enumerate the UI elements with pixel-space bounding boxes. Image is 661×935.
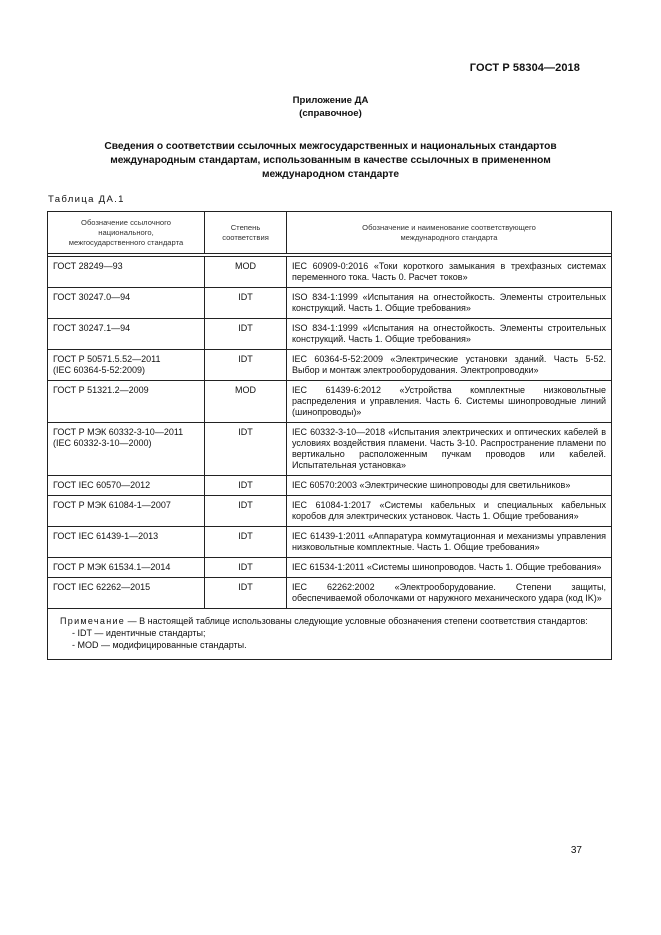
table-note (48, 609, 612, 660)
national-standard-cell: ГОСТ IEC 61439-1—2013 (48, 527, 205, 558)
table-row (48, 257, 612, 288)
table-header-row (48, 212, 612, 254)
note-label: Примечание (60, 616, 126, 626)
national-standard-cell: ГОСТ Р 50571.5.52—2011 (IEC 60364-5-52:2009) (48, 350, 205, 381)
table-caption: Таблица ДА.1 (48, 194, 125, 205)
national-standard-cell: ГОСТ IEC 60570—2012 (48, 476, 205, 496)
national-standard-cell: ГОСТ Р 51321.2—2009 (48, 381, 205, 423)
international-standard-cell: ISO 834-1:1999 «Испытания на огнестойкость. Элементы строительных конструкций. Часть 1. Общие требования» (287, 319, 612, 350)
international-standard-cell: ISO 834-1:1999 «Испытания на огнестойкость. Элементы строительных конструкций. Часть 1. Общие требования» (287, 288, 612, 319)
table-row (48, 527, 612, 558)
national-standard-cell: ГОСТ Р МЭК 61534.1—2014 (48, 558, 205, 578)
international-standard-cell: IEC 62262:2002 «Электрооборудование. Степени защиты, обеспечиваемой оболочками от наружного механического удара (код IK)» (287, 578, 612, 609)
national-standard-cell: ГОСТ IEC 62262—2015 (48, 578, 205, 609)
international-standard-cell: IEC 61439-6:2012 «Устройства комплектные низковольтные распределения и управления. Часть 6. Системы шинопроводные линий (шинопроводы)» (287, 381, 612, 423)
degree-cell: IDT (205, 527, 287, 558)
national-standard-cell: ГОСТ 28249—93 (48, 257, 205, 288)
table-row (48, 423, 612, 476)
title-line: международным стандартам, использованным в качестве ссылочных в примененном (110, 155, 551, 166)
table-row (48, 496, 612, 527)
annex-subtitle: (справочное) (299, 108, 362, 119)
degree-cell: IDT (205, 423, 287, 476)
table-row (48, 381, 612, 423)
note-item: - MOD — модифицированные стандарты. (72, 640, 247, 650)
note-item: - IDT — идентичные стандарты; (72, 628, 206, 638)
correspondence-table (47, 211, 612, 660)
table-row (48, 350, 612, 381)
degree-cell: IDT (205, 350, 287, 381)
international-standard-cell: IEC 61084-1:2017 «Системы кабельных и специальных кабельных коробов для электрических установок. Часть 1. Общие требования» (287, 496, 612, 527)
degree-cell: IDT (205, 319, 287, 350)
header-degree: Степень соответствия (205, 212, 287, 254)
table-note-row (48, 609, 612, 660)
table-row (48, 578, 612, 609)
standard-number: ГОСТ Р 58304—2018 (469, 62, 580, 74)
international-standard-cell: IEC 61439-1:2011 «Аппаратура коммутационная и механизмы управления низковольтные комплектные. Часть 1. Общие требования» (287, 527, 612, 558)
degree-cell: IDT (205, 578, 287, 609)
degree-cell: IDT (205, 496, 287, 527)
annex-title: Приложение ДА (292, 95, 369, 106)
degree-cell: IDT (205, 476, 287, 496)
table-row (48, 288, 612, 319)
international-standard-cell: IEC 60570:2003 «Электрические шинопроводы для светильников» (287, 476, 612, 496)
international-standard-cell: IEC 61534-1:2011 «Системы шинопроводов. Часть 1. Общие требования» (287, 558, 612, 578)
international-standard-cell: IEC 60909-0:2016 «Токи короткого замыкания в трехфазных системах переменного тока. Часть 0. Расчет токов» (287, 257, 612, 288)
degree-cell: IDT (205, 558, 287, 578)
title-line: международном стандарте (261, 169, 400, 180)
table-row (48, 319, 612, 350)
document-title (60, 140, 601, 182)
table-row (48, 558, 612, 578)
national-standard-cell: ГОСТ Р МЭК 61084-1—2007 (48, 496, 205, 527)
table-row (48, 476, 612, 496)
header-national-standard: Обозначение ссылочного национального, межгосударственного стандарта (48, 212, 205, 254)
degree-cell: IDT (205, 288, 287, 319)
page-number: 37 (570, 845, 582, 856)
international-standard-cell: IEC 60332-3-10—2018 «Испытания электрических и оптических кабелей в условиях воздействия пламени. Часть 3-10. Распространение пламени по вертикально расположенным пучкам проводов или кабелей. Испытательная установка» (287, 423, 612, 476)
annex-heading (0, 94, 661, 120)
note-text: — В настоящей таблице использованы следующие условные обозначения степени соответствия стандартов: (125, 616, 588, 626)
national-standard-cell: ГОСТ Р МЭК 60332-3-10—2011 (IEC 60332-3-10—2000) (48, 423, 205, 476)
title-line: Сведения о соответствии ссылочных межгосударственных и национальных стандартов (104, 141, 557, 152)
national-standard-cell: ГОСТ 30247.0—94 (48, 288, 205, 319)
national-standard-cell: ГОСТ 30247.1—94 (48, 319, 205, 350)
international-standard-cell: IEC 60364-5-52:2009 «Электрические установки зданий. Часть 5-52. Выбор и монтаж электрооборудования. Электропроводки» (287, 350, 612, 381)
degree-cell: MOD (205, 381, 287, 423)
header-international-standard: Обозначение и наименование соответствующего международного стандарта (287, 212, 612, 254)
degree-cell: MOD (205, 257, 287, 288)
